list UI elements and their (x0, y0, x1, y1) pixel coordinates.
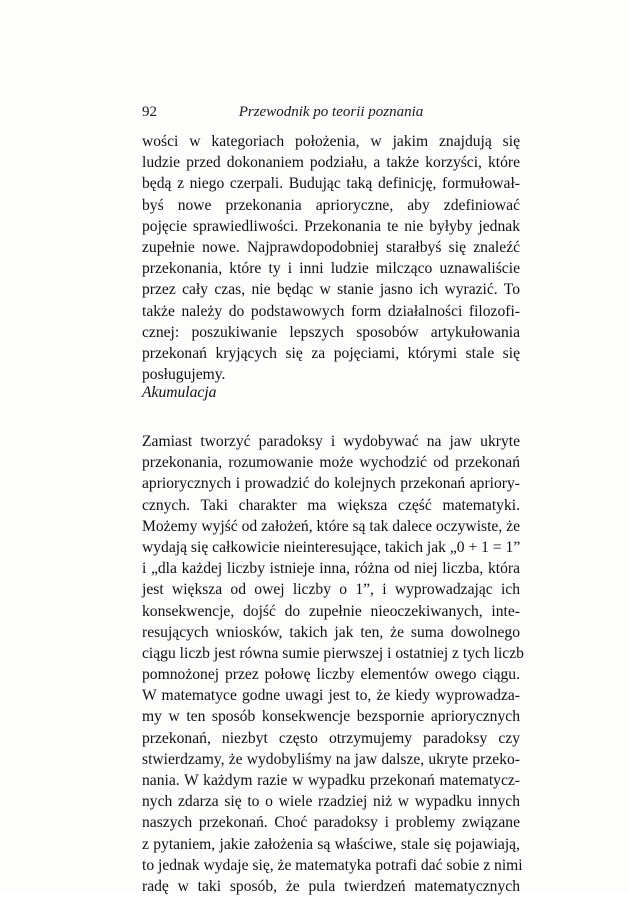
text-line: to jednak wydaje się, że matematyka potrafi dać sobie z nimi (142, 856, 523, 874)
text-line: resujących wniosków, takich jak ten, że suma dowolnego (142, 623, 520, 641)
text-line: pojęcie sprawiedliwości. Przekonania te nie byłyby jednak (142, 217, 520, 235)
text-line: wydają się całkowicie nieinteresujące, takich jak „0 + 1 = 1” (142, 538, 521, 556)
text-line: nych zdarza się to o wiele rzadziej niż w wypadku innych (142, 793, 520, 811)
text-line: pomnożonej przez połowę liczby elementów owego ciągu. (142, 666, 520, 684)
text-line: nania. W każdym razie w wypadku przekonań matematycz- (142, 772, 520, 789)
section-heading: Akumulacja (142, 384, 217, 401)
paragraph-body (142, 431, 524, 897)
text-line: z pytaniem, jakie założenia są właściwe, stale się pojawiają, (142, 835, 520, 853)
text-line: radę w taki sposób, że pula twierdzeń matematycznych (142, 877, 520, 895)
text-line: będą z niego czerpali. Budując taką definicję, formułował- (142, 175, 520, 193)
text-line: ciągu liczb jest równa sumie pierwszej i ostatniej z tych liczb (142, 644, 524, 662)
text-line: przez cały czas, nie będąc w stanie jasno ich wyrazić. To (142, 281, 520, 299)
text-line: przekonania, rozumowanie może wychodzić od przekonań (142, 454, 520, 472)
text-line: Możemy wyjść od założeń, które są tak dalece oczywiste, że (142, 517, 520, 535)
text-line: konsekwencje, dojść do zupełnie nieoczekiwanych, inte- (142, 602, 520, 620)
text-line: także należy do podstawowych form działalności filozofi- (142, 302, 520, 320)
page-number: 92 (142, 104, 157, 120)
text-line: W matematyce godne uwagi jest to, że kiedy wyprowadza- (142, 687, 520, 705)
text-line: jest większa od owej liczby o 1”, i wyprowadzając ich (142, 581, 520, 599)
page-header (142, 104, 520, 124)
text-line: ludzie przed dokonaniem podziału, a także korzyści, które (142, 154, 520, 172)
text-line: posługujemy. (142, 366, 226, 384)
text-line: Zamiast tworzyć paradoksy i wydobywać na jaw ukryte (142, 433, 520, 450)
text-line: wości w kategoriach położenia, w jakim znajdują się (142, 133, 520, 150)
text-line: zupełnie nowe. Najprawdopodobniej starałbyś się znaleźć (142, 238, 520, 256)
running-title: Przewodnik po teorii poznania (238, 104, 424, 120)
text-line: byś nowe przekonania aprioryczne, aby zdefiniować (142, 196, 520, 214)
text-line: i „dla każdej liczby istnieje inna, różna od niej liczba, która (142, 560, 520, 578)
text-line: przekonań kryjących się za pojęciami, którymi stale się (142, 344, 520, 362)
text-line: apriorycznych i prowadzić do kolejnych przekonań apriory- (142, 475, 520, 493)
text-line: my w ten sposób konsekwencje bezspornie apriorycznych (142, 708, 520, 726)
text-line: stwierdzamy, że wydobyliśmy na jaw dalsze, ukryte przeko- (142, 750, 520, 768)
paragraph-continuation (142, 131, 520, 385)
text-line: przekonania, które ty i inni ludzie milcząco uznawaliście (142, 260, 520, 278)
text-line: cznych. Taki charakter ma większa część matematyki. (142, 496, 520, 514)
text-line: przekonań, niezbyt często otrzymujemy paradoksy czy (142, 729, 520, 747)
text-line: cznej: poszukiwanie lepszych sposobów artykułowania (142, 323, 520, 341)
text-line: naszych przekonań. Choć paradoksy i problemy związane (142, 814, 520, 832)
